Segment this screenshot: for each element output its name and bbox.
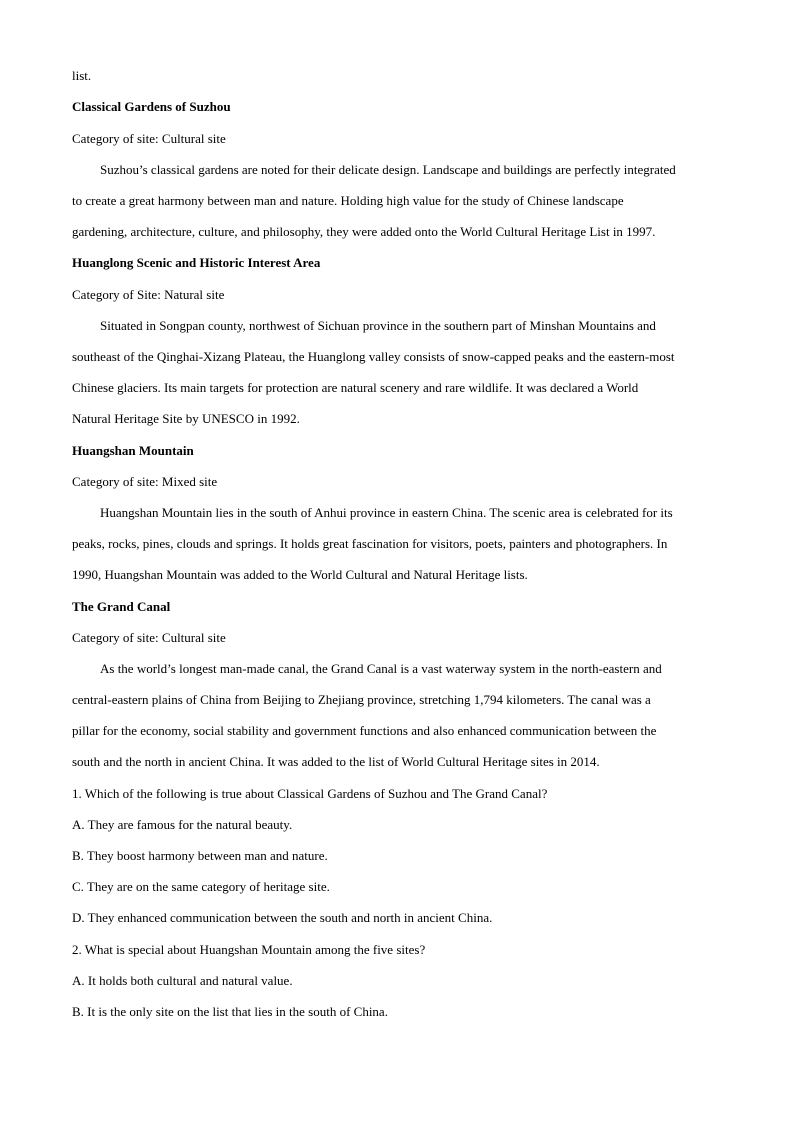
section-heading-huangshan: Huangshan Mountain (72, 443, 194, 458)
question-1-option-c: C. They are on the same category of heritage site. (72, 879, 330, 894)
paragraph-line-huanglong-1: Situated in Songpan county, northwest of Sichuan province in the southern part of Minshan Mountains and (100, 318, 656, 333)
paragraph-line-grand-canal-2: central-eastern plains of China from Beijing to Zhejiang province, stretching 1,794 kilometers. The canal was a (72, 692, 651, 707)
text-line-continuation: list. (72, 68, 92, 83)
paragraph-line-grand-canal-1: As the world’s longest man-made canal, the Grand Canal is a vast waterway system in the north-eastern and (100, 661, 662, 676)
paragraph-line-suzhou-3: gardening, architecture, culture, and philosophy, they were added onto the World Cultural Heritage List in 1997. (72, 224, 656, 239)
paragraph-line-huanglong-3: Chinese glaciers. Its main targets for protection are natural scenery and rare wildlife. It was declared a World (72, 380, 639, 395)
category-line-huangshan: Category of site: Mixed site (72, 474, 218, 489)
paragraph-line-huanglong-4: Natural Heritage Site by UNESCO in 1992. (72, 411, 300, 426)
category-line-grand-canal: Category of site: Cultural site (72, 630, 226, 645)
paragraph-line-huangshan-1: Huangshan Mountain lies in the south of Anhui province in eastern China. The scenic area is celebrated for its (100, 505, 673, 520)
section-heading-huanglong: Huanglong Scenic and Historic Interest Area (72, 255, 321, 270)
paragraph-line-huangshan-3: 1990, Huangshan Mountain was added to the World Cultural and Natural Heritage lists. (72, 567, 528, 582)
question-2: 2. What is special about Huangshan Mountain among the five sites? (72, 942, 426, 957)
paragraph-line-huanglong-2: southeast of the Qinghai-Xizang Plateau, the Huanglong valley consists of snow-capped peaks and the eastern-most (72, 349, 675, 364)
paragraph-line-suzhou-2: to create a great harmony between man and nature. Holding high value for the study of Chinese landscape (72, 193, 624, 208)
section-heading-suzhou: Classical Gardens of Suzhou (72, 99, 231, 114)
category-line-suzhou: Category of site: Cultural site (72, 131, 226, 146)
question-1: 1. Which of the following is true about Classical Gardens of Suzhou and The Grand Canal? (72, 786, 548, 801)
question-2-option-b: B. It is the only site on the list that lies in the south of China. (72, 1004, 388, 1019)
question-2-option-a: A. It holds both cultural and natural value. (72, 973, 293, 988)
question-1-option-a: A. They are famous for the natural beauty. (72, 817, 293, 832)
question-1-option-d: D. They enhanced communication between the south and north in ancient China. (72, 910, 493, 925)
paragraph-line-grand-canal-4: south and the north in ancient China. It was added to the list of World Cultural Heritage sites in 2014. (72, 754, 600, 769)
category-line-huanglong: Category of Site: Natural site (72, 287, 225, 302)
paragraph-line-huangshan-2: peaks, rocks, pines, clouds and springs. It holds great fascination for visitors, poets, painters and photographers. In (72, 536, 668, 551)
question-1-option-b: B. They boost harmony between man and nature. (72, 848, 328, 863)
paragraph-line-grand-canal-3: pillar for the economy, social stability and government functions and also enhanced communication between the (72, 723, 657, 738)
section-heading-grand-canal: The Grand Canal (72, 599, 171, 614)
paragraph-line-suzhou-1: Suzhou’s classical gardens are noted for their delicate design. Landscape and buildings are perfectly integrated (100, 162, 676, 177)
